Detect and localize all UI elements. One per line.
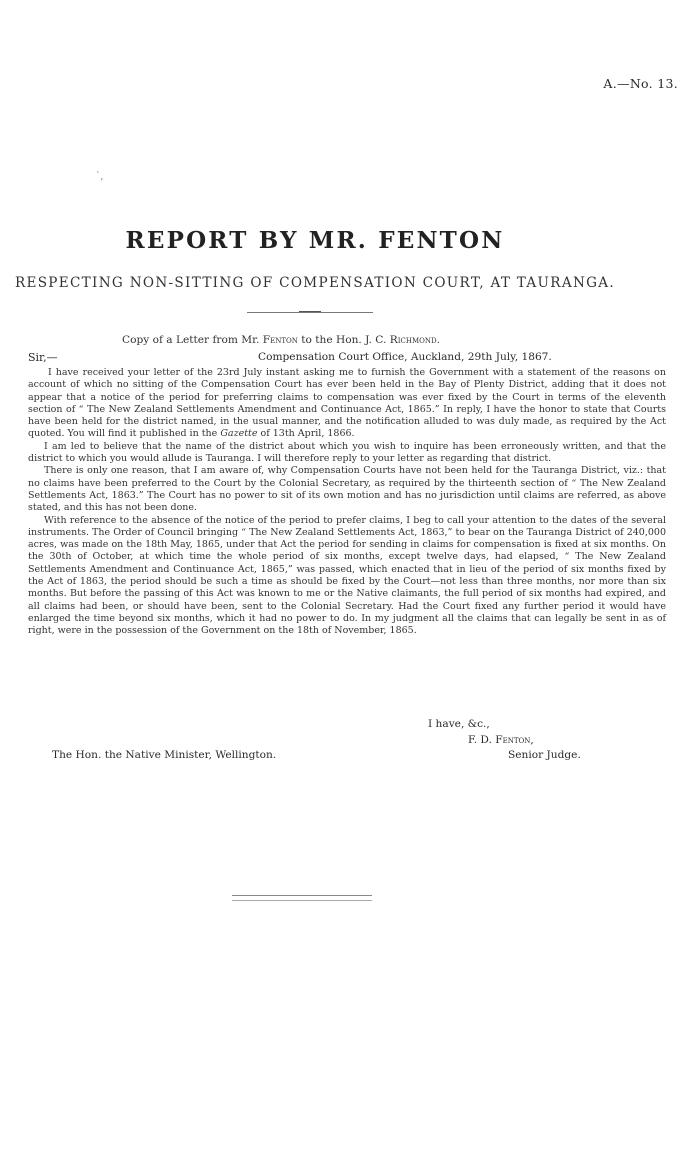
copy-heading-prefix: Copy of a Letter from Mr. xyxy=(122,334,263,346)
letter-paragraph-1 xyxy=(28,367,666,441)
report-subtitle: RESPECTING NON-SITTING OF COMPENSATION COURT, AT TAURANGA. xyxy=(14,275,616,291)
signature-initials: F. D. xyxy=(468,734,496,746)
signature-title: Senior Judge. xyxy=(508,749,581,761)
letter-paragraph-2: I am led to believe that the name of the district about which you wish to inquire has been erroneously written, and that the district to which you would allude is Tauranga. I will therefore reply to your letter as regarding that district. xyxy=(28,440,666,465)
signature-name: Fenton xyxy=(495,734,531,746)
end-divider xyxy=(232,895,372,901)
paragraph-1-text: I have received your letter of the 23rd July instant asking me to furnish the Government with a statement of the reasons on account of which no sitting of the Compensation Court has ever been held in the Bay of Plenty District, adding that it does not appear that a notice of the period for preferring claims to compensation was ever fixed by the Court in terms of the eleventh section of “ The New Zealand Settlements Amendment and Continuance Act, 1865.” In reply, I have the honor to state that Courts have been held for the district named, in the usual manner, and the notification alluded to was duly made, as required by the Act quoted. You will find it published in the xyxy=(28,367,666,440)
copy-heading-middle: to the Hon. J. C. xyxy=(297,334,390,346)
signature xyxy=(468,734,534,746)
report-title: REPORT BY MR. FENTON xyxy=(125,227,505,254)
paragraph-1-end: of 13th April, 1866. xyxy=(257,428,355,440)
copy-heading-from-name: Fenton xyxy=(262,334,298,346)
letter-dateline: Compensation Court Office, Auckland, 29th July, 1867. xyxy=(258,351,552,363)
print-speck: `, xyxy=(96,172,104,182)
page-reference: A.—No. 13. xyxy=(603,76,678,91)
letter-closing: I have, &c., xyxy=(428,718,490,730)
letter-body xyxy=(28,367,666,638)
copy-heading-to-name: Richmond xyxy=(389,334,437,346)
copy-heading-suffix: . xyxy=(436,334,440,346)
gazette-reference: Gazette xyxy=(220,428,258,440)
letter-addressee: The Hon. the Native Minister, Wellington. xyxy=(52,749,277,761)
letter-salutation: Sir,— xyxy=(28,351,58,364)
title-divider xyxy=(247,312,373,313)
signature-suffix: , xyxy=(530,734,534,746)
letter-paragraph-3: There is only one reason, that I am aware of, why Compensation Courts have not been held for the Tauranga District, viz.: that no claims have been preferred to the Court by the Colonial Secretary, as required by the thirteenth section of “ The New Zealand Settlements Act, 1863.” The Court has no power to sit of its own motion and has no jurisdiction until claims are referred, as above stated, and this has not been done. xyxy=(28,465,666,514)
copy-heading xyxy=(122,334,440,346)
letter-paragraph-4: With reference to the absence of the notice of the period to prefer claims, I beg to call your attention to the dates of the several instruments. The Order of Council bringing “ The New Zealand Settlements Act, 1863,” to bear on the Tauranga District of 240,000 acres, was made on the 18th May, 1865, under that Act the period for sending in claims for compensation is fixed at six months. On the 30th of October, at which time the whole period of six months, except twelve days, had elapsed, “ The New Zealand Settlements Amendment and Continuance Act, 1865,” was passed, which enacted that in lieu of the period of six months fixed by the Act of 1863, the period should be such a time as should be fixed by the Court—not less than three months, nor more than six months. But before the passing of this Act was known to me or the Native claimants, the full period of six months had expired, and all claims had been, or should have been, sent to the Colonial Secretary. Had the Court fixed any further period it would have enlarged the time beyond six months, which it had no power to do. In my judgment all the claims that can legally be sent in as of right, were in the possession of the Government on the 18th of November, 1865. xyxy=(28,514,666,637)
